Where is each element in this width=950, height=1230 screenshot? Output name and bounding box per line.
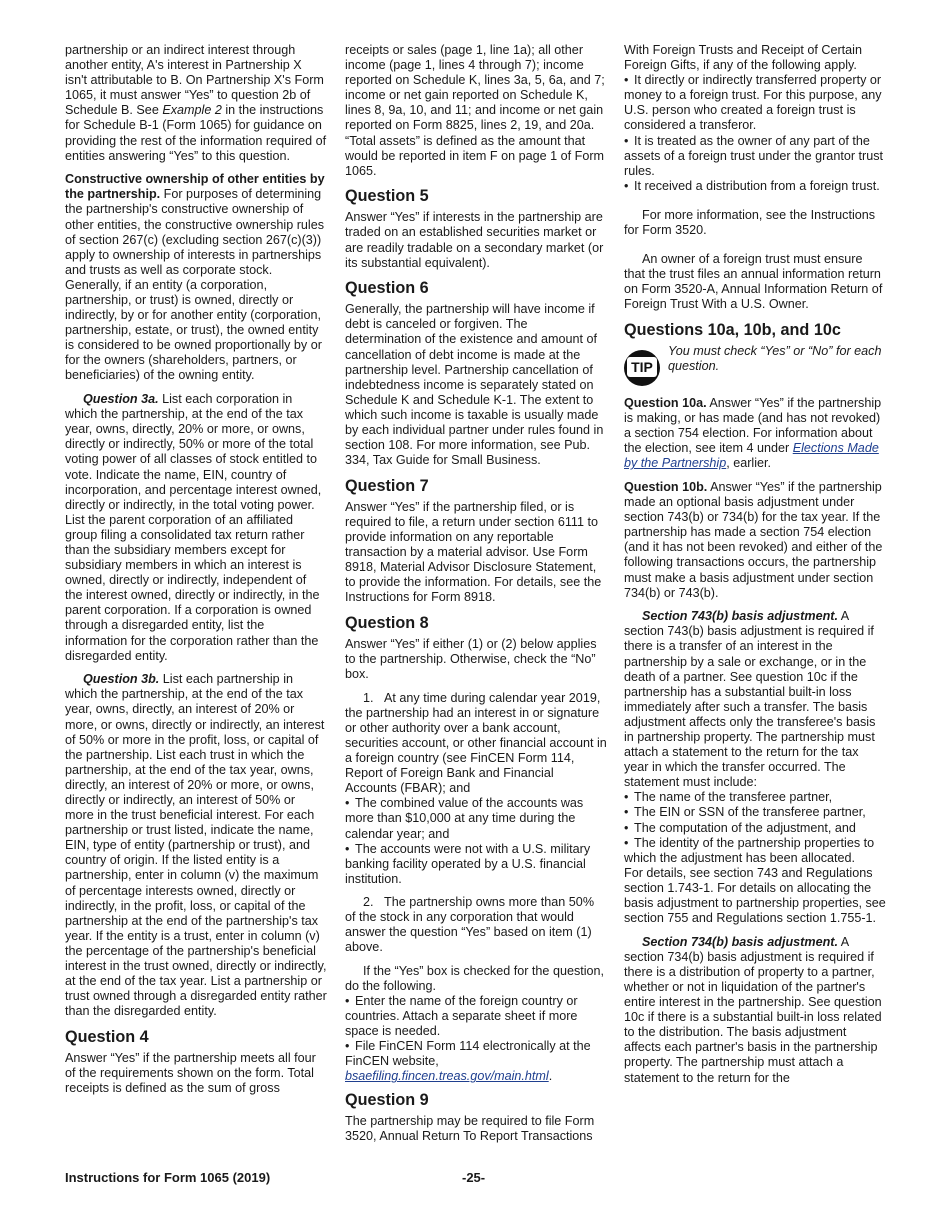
paragraph: receipts or sales (page 1, line 1a); all other income (page 1, lines 4 through 7); income reported on Schedule K, lines 3a, 5, 6a, and 7; income or net gain reported on Schedule K, lines 8, 9a, 10, and 11; and income or net gain reported on Form 8825, lines 2, 19, and 20a. “Total assets” is defined as the amount that would be reported in item F on page 1 of Form 1065.: [345, 43, 605, 178]
section-heading-question-5: Question 5: [345, 187, 429, 206]
paragraph: Answer “Yes” if interests in the partnership are traded on an established securities market or are readily tradable on a secondary market (or its substantial equivalent).: [345, 210, 604, 270]
column-3: [624, 43, 886, 1094]
bullet-item: • It directly or indirectly transferred property or money to a foreign trust. For this purpose, any U.S. person who created a foreign trust is considered a transferor.: [624, 73, 886, 133]
paragraph: Answer “Yes” if the partnership meets all four of the requirements shown on the form. Total receipts is defined as the sum of gross: [65, 1050, 316, 1096]
paragraph: 1. At any time during calendar year 2019, the partnership had an interest in or signature or other authority over a bank account, securities account, or other financial account in a foreign country (see FinCEN Form 114, Report of Foreign Bank and Financial Accounts (FBAR); and: [345, 690, 607, 796]
paragraph: Question 10a. Answer “Yes” if the partnership is making, or has made (and has not revoked) a section 754 election. For information about the election, see item 4 under Elections Made by the Partnership, earlier.: [624, 396, 882, 471]
column-2: [345, 43, 607, 1152]
paragraph: Generally, the partnership will have income if debt is canceled or forgiven. The determination of the existence and amount of cancellation of debt income is made at the partnership level. Partnership cancellation of indebtedness income is separately stated on Schedule K and Schedule K-1. The extent to which such income is taxable is usually made by each individual partner under rules found in section 108. For more information, see Pub. 334, Tax Guide for Small Business.: [345, 302, 604, 468]
paragraph: For more information, see the Instructions for Form 3520.: [624, 207, 876, 238]
paragraph: The partnership may be required to file Form 3520, Annual Return To Report Transactions: [345, 1113, 595, 1143]
paragraph: partnership or an indirect interest through another entity, A's interest in Partnership X isn't attributable to B. On Partnership X's Form 1065, it must answer “Yes” to question 2b of Schedule B. See Example 2 in the instructions for Schedule B-1 (Form 1065) for guidance on providing the rest of the information required of entities answering “Yes” to this question.: [65, 43, 327, 163]
footer-page-number: -25-: [462, 1170, 486, 1185]
paragraph: With Foreign Trusts and Receipt of Certain Foreign Gifts, if any of the following apply.: [624, 43, 862, 73]
bullet-item: • The combined value of the accounts was more than $10,000 at any time during the calendar year; and: [345, 796, 607, 841]
bullet-item: • The accounts were not with a U.S. military banking facility operated by a U.S. financial institution.: [345, 842, 607, 887]
bullet-item: • The name of the transferee partner,: [624, 790, 886, 805]
bullet-item: • It received a distribution from a foreign trust.: [624, 179, 886, 194]
section-heading-question-6: Question 6: [345, 279, 429, 298]
paragraph: For details, see section 743 and Regulations section 1.743-1. For details on allocating the basis adjustment to partnership properties, see section 755 and Regulations section 1.755-1.: [624, 865, 886, 926]
tip-text: You must check “Yes” or “No” for each question.: [668, 344, 882, 374]
bullet-item: • Enter the name of the foreign country or countries. Attach a separate sheet if more space is needed.: [345, 994, 607, 1039]
run-in-heading: Question 10b.: [624, 479, 708, 494]
paragraph: Question 10b. Answer “Yes” if the partnership made an optional basis adjustment under section 743(b) or 734(b) for the tax year. If the partnership has made a section 754 election (and it has not been revoked) and either of the following transactions occurs, the partnership must make a basis adjustment under section 734(b) or 743(b).: [624, 479, 883, 600]
paragraph: Answer “Yes” if either (1) or (2) below applies to the partnership. Otherwise, check the “No” box.: [345, 636, 597, 682]
paragraph: Section 743(b) basis adjustment. A section 743(b) basis adjustment is required if there is a transfer of an interest in the partnership by a sale or exchange, or in the death of a partner. See question 10c if the partnership has a substantial built-in loss immediately after such a transfer. The basis adjustment affects only the transferee's basis in partnership property. The partnership must attach a statement to the return for the tax year in which the transfer occurred. The statement must include:: [624, 609, 876, 790]
elections-made-link[interactable]: Elections Made by the Partnership: [624, 441, 879, 471]
paragraph: Constructive ownership of other entities by the partnership. For purposes of determining the partnership's constructive ownership of other entities, the constructive ownership rules of section 267(c) (excluding section 267(c)(3)) apply to ownership of interests in partnerships and trusts as well as corporate stock. Generally, if an entity (a corporation, partnership, or trust) is owned, directly or indirectly, by or for another entity (corporation, partnership, estate, or trust), the owned entity is considered to be owned proportionally by or for the owners (shareholders, partners, or beneficiaries) of the owning entity.: [65, 172, 325, 383]
tip-icon: TIP: [624, 350, 660, 386]
fincen-website-link[interactable]: bsaefiling.fincen.treas.gov/main.html: [345, 1069, 549, 1084]
section-heading-question-7: Question 7: [345, 476, 429, 495]
run-in-heading: Section 743(b) basis adjustment.: [642, 609, 838, 624]
paragraph: Question 3b. List each partnership in which the partnership, at the end of the tax year, owns, directly, an interest of 20% or more, or owns, directly or indirectly, an interest of 50% or more in the profit, loss, or capital of the partnership. List each trust in which the partnership, at the end of the tax year, owns, directly, an interest of 20% or more, or owns, directly or indirectly, an interest of 50% or more in the trust beneficial interest. For each partnership or trust listed, indicate the name, EIN, type of entity (partnership or trust), and country of origin. If the listed entity is a partnership, enter in column (v) the maximum of percentage interests owned, directly or indirectly, in the profit, loss, or capital of the partnership at the end of the partnership's tax year. If the entity is a trust, enter in column (v) the percentage of the partnership's beneficial interest in the trust owned, directly or indirectly, at the end of the tax year. List a partnership or trust owned through a disregarded entity rather than the disregarded entity.: [65, 672, 327, 1019]
run-in-heading: Question 10a.: [624, 396, 707, 410]
section-heading-questions-10: Questions 10a, 10b, and 10c: [624, 321, 841, 339]
section-heading-question-8: Question 8: [345, 613, 429, 632]
paragraph: Question 3a. List each corporation in which the partnership, at the end of the tax year, owns, directly, 20% or more, or owns, directly or indirectly, 50% or more of the total voting power of all classes of stock entitled to vote. Indicate the name, EIN, country of incorporation, and percentage interest owned, directly or indirectly, in the total voting power. List the parent corporation of an affiliated group filing a consolidated tax return rather than the subsidiary members except for subsidiary members in which an interest is owned, directly or indirectly, independent of the interest owned, directly or indirectly, in the parent corporation. If a corporation is owned through a disregarded entity, list the information for the corporation rather than the disregarded entity.: [65, 392, 322, 663]
paragraph: If the “Yes” box is checked for the question, do the following.: [345, 963, 605, 993]
bullet-item: • File FinCEN Form 114 electronically at the FinCEN website, bsaefiling.fincen.treas.gov/main.html.: [345, 1039, 607, 1084]
tip-callout: [624, 344, 886, 386]
bullet-item: • The computation of the adjustment, and: [624, 821, 886, 836]
bullet-item: • It is treated as the owner of any part of the assets of a foreign trust under the grantor trust rules.: [624, 134, 886, 179]
footer-form-title: Instructions for Form 1065 (2019): [65, 1170, 271, 1185]
column-1: [65, 43, 327, 1105]
section-heading-question-9: Question 9: [345, 1090, 429, 1109]
example-reference: Example 2: [162, 103, 222, 118]
paragraph: Answer “Yes” if the partnership filed, or is required to file, a return under section 6111 to provide information on any reportable transaction by a material advisor. Use Form 8918, Material Advisor Disclosure Statement, to provide the information. For details, see the Instructions for Form 8918.: [345, 499, 602, 605]
bullet-item: • The EIN or SSN of the transferee partner,: [624, 805, 886, 820]
run-in-heading: Question 3a.: [83, 392, 159, 407]
paragraph: Section 734(b) basis adjustment. A section 734(b) basis adjustment is required if there is a distribution of property to a partner, whether or not in liquidation of the partner's entire interest in the partnership. See question 10c if there is a substantial built-in loss related to the distribution. The basis adjustment affects each partner's basis in the partnership property. The partnership must attach a statement to the return for the: [624, 934, 882, 1085]
paragraph: An owner of a foreign trust must ensure that the trust files an annual information return on Form 3520-A, Annual Information Return of Foreign Trust With a U.S. Owner.: [624, 252, 883, 312]
paragraph: 2. The partnership owns more than 50% of the stock in any corporation that would answer the question “Yes” based on item (1) above.: [345, 894, 595, 955]
run-in-heading: Constructive ownership of other entities by the partnership.: [65, 172, 325, 202]
run-in-heading: Question 3b.: [83, 672, 160, 687]
bullet-item: • The identity of the partnership properties to which the adjustment has been allocated.: [624, 836, 886, 866]
section-heading-question-4: Question 4: [65, 1027, 149, 1046]
run-in-heading: Section 734(b) basis adjustment.: [642, 934, 838, 949]
